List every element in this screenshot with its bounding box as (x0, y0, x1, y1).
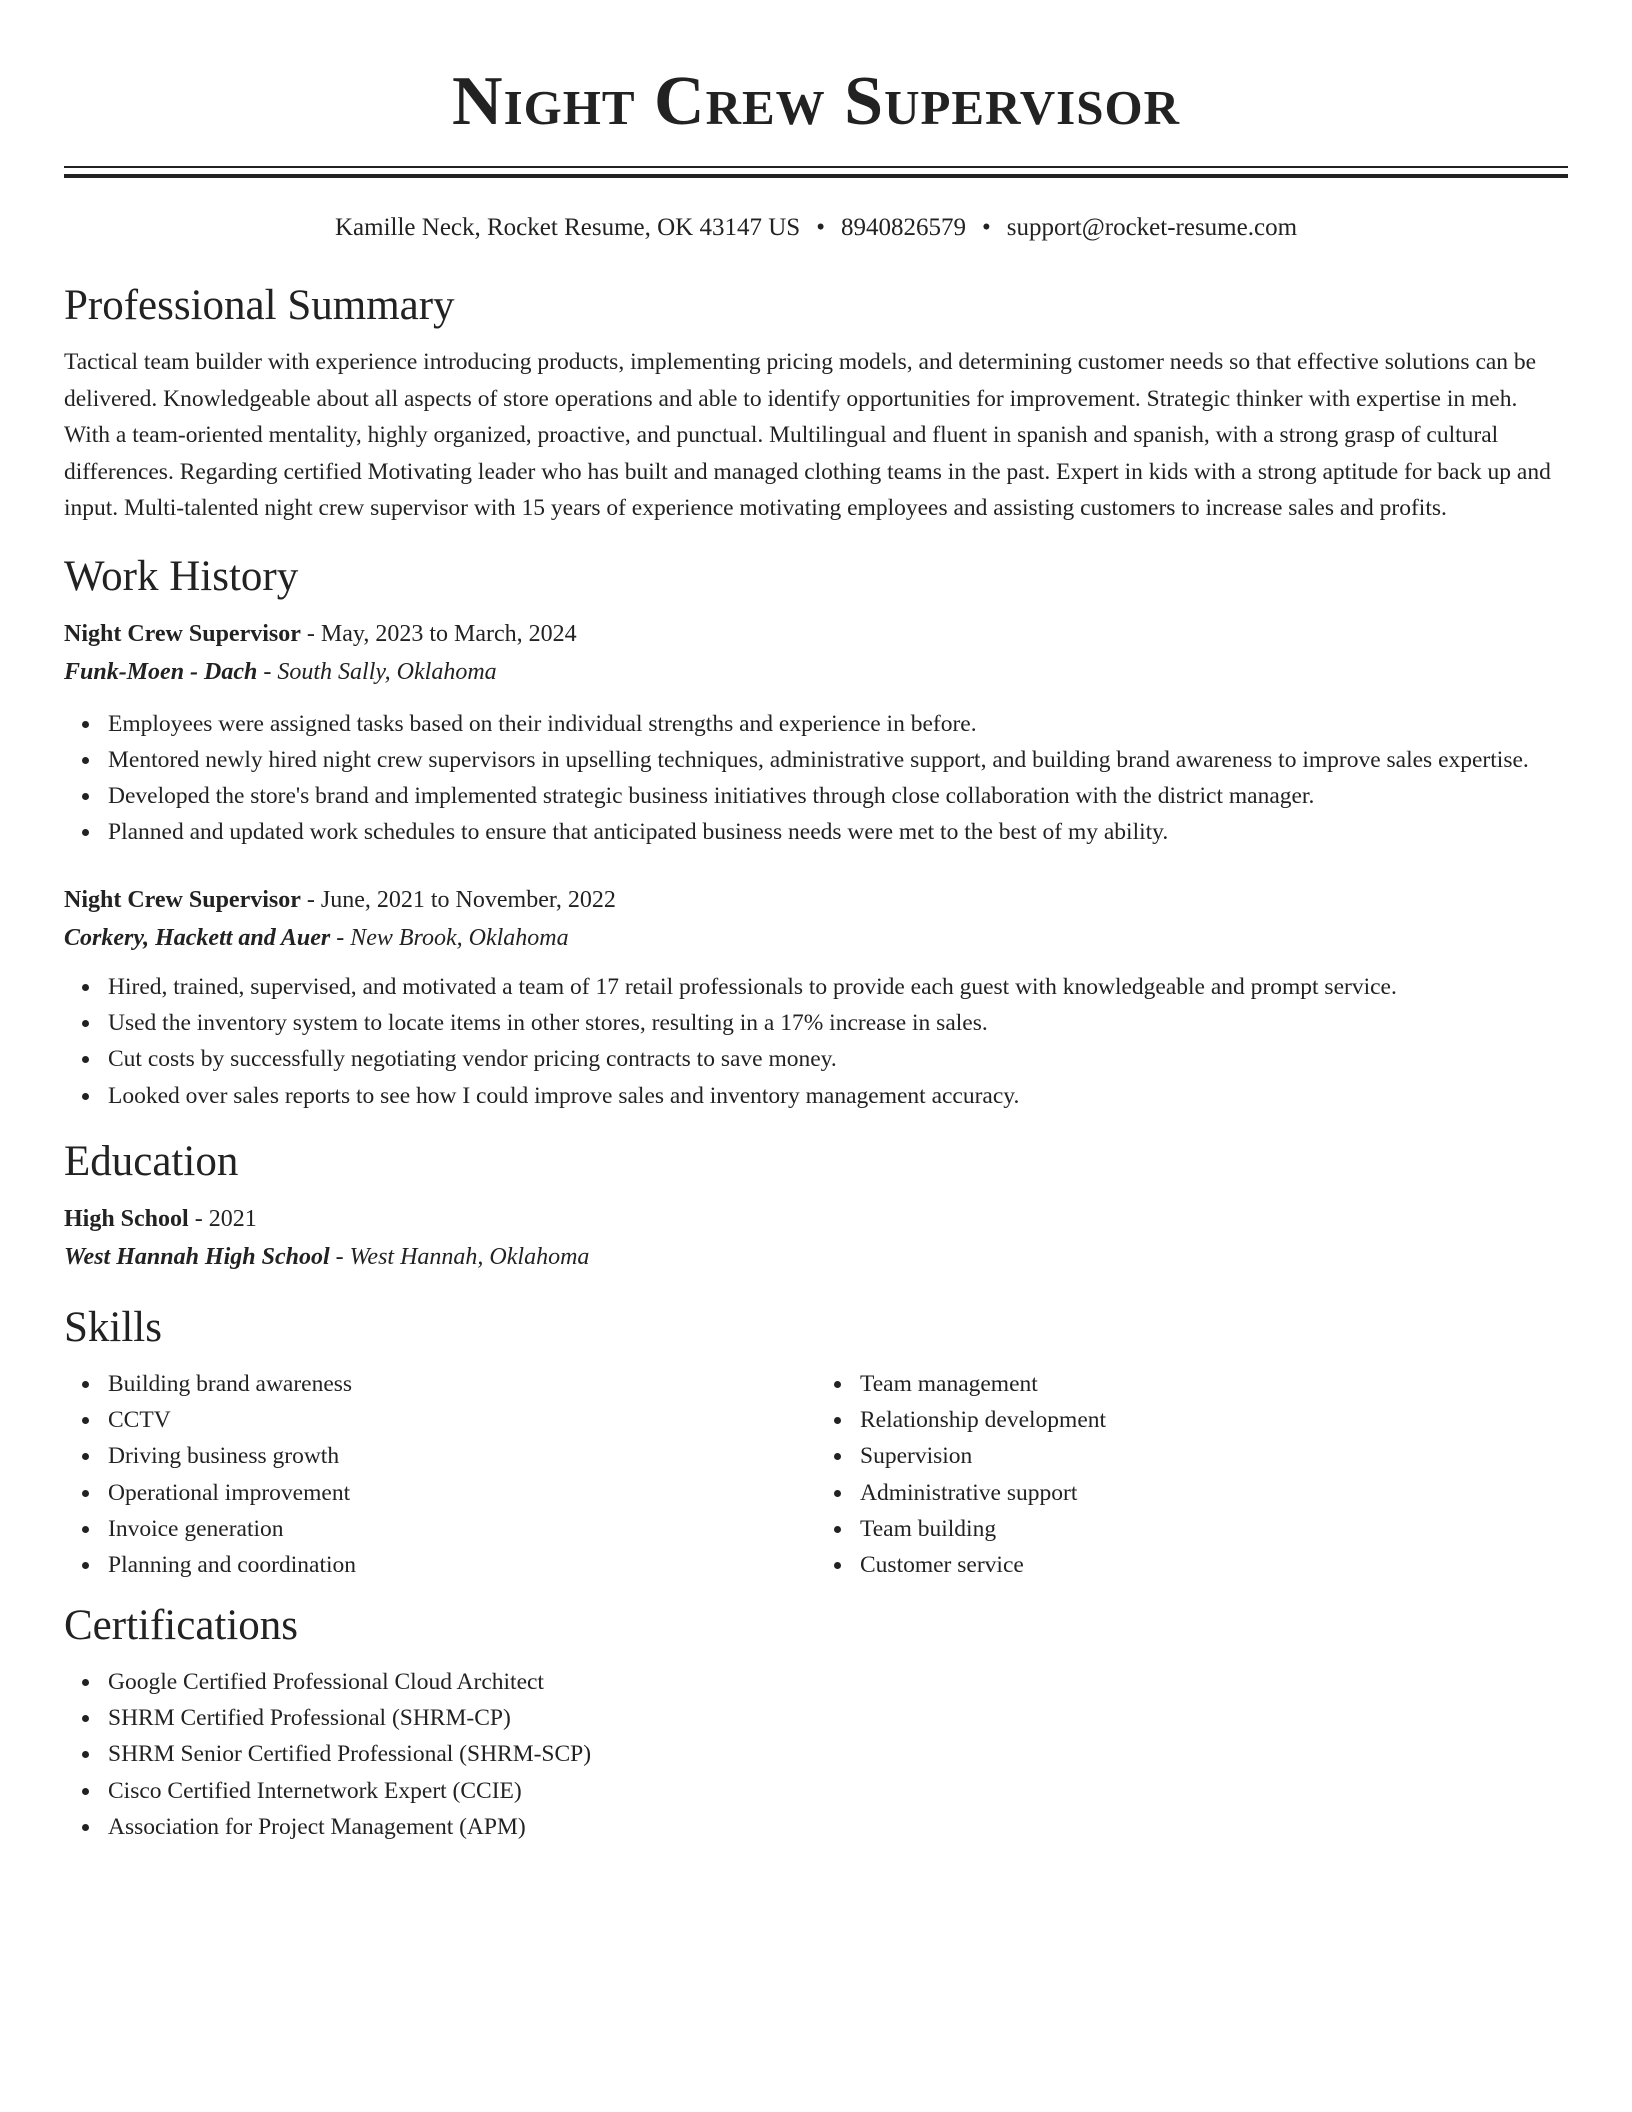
skill-item: Team building (860, 1511, 1568, 1547)
job-title-line (64, 615, 1568, 653)
contact-separator: • (981, 214, 991, 241)
resume-page (64, 0, 1568, 1845)
education-location: - West Hannah, Oklahoma (329, 1243, 590, 1270)
job-company: Corkery, Hackett and Auer (64, 924, 331, 951)
job-bullet: Hired, trained, supervised, and motivated a team of 17 retail professionals to provide each guest with knowledgeable and prompt service. (108, 969, 1568, 1005)
skill-item: Building brand awareness (108, 1366, 816, 1402)
job-dates: - June, 2021 to November, 2022 (300, 886, 616, 913)
resume-title: Night Crew Supervisor (452, 63, 1180, 140)
skill-item: Customer service (860, 1547, 1568, 1583)
job-title: Night Crew Supervisor (64, 886, 301, 913)
job-bullet: Mentored newly hired night crew supervisors in upselling techniques, administrative support, and building brand awareness to improve sales expertise. (108, 742, 1568, 778)
education-entry (64, 1200, 1568, 1276)
job-bullet: Planned and updated work schedules to ensure that anticipated business needs were met to the best of my ability. (108, 814, 1568, 850)
certification-item: Google Certified Professional Cloud Architect (108, 1664, 1568, 1700)
certification-item: SHRM Senior Certified Professional (SHRM-SCP) (108, 1736, 1568, 1772)
summary-text: Tactical team builder with experience introducing products, implementing pricing models, and determining customer needs so that effective solutions can be delivered. Knowledgeable about all aspects of store operations and able to identify opportunities for improvement. Strategic thinker with expertise in meh. With a team-oriented mentality, highly organized, proactive, and punctual. Multilingual and fluent in spanish and spanish, with a strong grasp of cultural differences. Regarding certified Motivating leader who has built and managed clothing teams in the past. Expert in kids with a strong aptitude for back up and input. Multi-talented night crew supervisor with 15 years of experience motivating employees and assisting customers to increase sales and profits. (64, 349, 1551, 521)
title-double-rule (64, 166, 1568, 178)
education-year: - 2021 (188, 1205, 257, 1232)
work-history-heading: Work History (64, 552, 299, 600)
skill-item: Administrative support (860, 1475, 1568, 1511)
skill-item: Invoice generation (108, 1511, 816, 1547)
skills-column-right (816, 1366, 1568, 1584)
contact-line (64, 212, 1568, 244)
job-dates: - May, 2023 to March, 2024 (300, 620, 577, 647)
job-location: - South Sally, Oklahoma (257, 658, 497, 685)
skill-item: Team management (860, 1366, 1568, 1402)
job-bullet: Employees were assigned tasks based on their individual strengths and experience in before. (108, 706, 1568, 742)
certification-item: SHRM Certified Professional (SHRM-CP) (108, 1700, 1568, 1736)
job-bullet: Used the inventory system to locate items in other stores, resulting in a 17% increase in sales. (108, 1005, 1568, 1041)
certification-item: Association for Project Management (APM) (108, 1809, 1568, 1845)
skills-heading: Skills (64, 1303, 162, 1351)
contact-phone: 8940826579 (840, 214, 966, 241)
skill-item: Driving business growth (108, 1438, 816, 1474)
certification-item: Cisco Certified Internetwork Expert (CCIE) (108, 1773, 1568, 1809)
education-school: West Hannah High School (64, 1243, 330, 1270)
skills-column-left (64, 1366, 816, 1584)
skill-item: Supervision (860, 1438, 1568, 1474)
skill-item: Relationship development (860, 1402, 1568, 1438)
skill-item: CCTV (108, 1402, 816, 1438)
job-bullet: Cut costs by successfully negotiating vendor pricing contracts to save money. (108, 1041, 1568, 1077)
skills-grid (64, 1366, 1568, 1584)
contact-address: Kamille Neck, Rocket Resume, OK 43147 US (334, 214, 801, 241)
education-degree: High School (64, 1205, 189, 1232)
job-company: Funk-Moen - Dach (64, 658, 258, 685)
job-company-line (64, 919, 1568, 957)
skill-item: Operational improvement (108, 1475, 816, 1511)
job-bullet: Looked over sales reports to see how I could improve sales and inventory management accuracy. (108, 1078, 1568, 1114)
education-school-line (64, 1238, 1568, 1276)
job-bullet: Developed the store's brand and implemented strategic business initiatives through close collaboration with the district manager. (108, 778, 1568, 814)
job-entry (64, 615, 1568, 851)
contact-separator: • (816, 214, 825, 241)
job-bullets (64, 969, 1568, 1114)
summary-heading: Professional Summary (64, 282, 455, 329)
job-bullets (64, 706, 1568, 851)
contact-email: support@rocket-resume.com (1006, 214, 1298, 241)
job-company-line (64, 653, 1568, 691)
certifications-heading: Certifications (64, 1601, 299, 1649)
job-title: Night Crew Supervisor (64, 620, 301, 647)
skill-item: Planning and coordination (108, 1547, 816, 1583)
job-title-line (64, 881, 1568, 919)
education-heading: Education (64, 1137, 239, 1185)
job-location: - New Brook, Oklahoma (330, 924, 569, 951)
education-degree-line (64, 1200, 1568, 1238)
job-entry (64, 881, 1568, 1114)
certifications-list (64, 1664, 1568, 1845)
